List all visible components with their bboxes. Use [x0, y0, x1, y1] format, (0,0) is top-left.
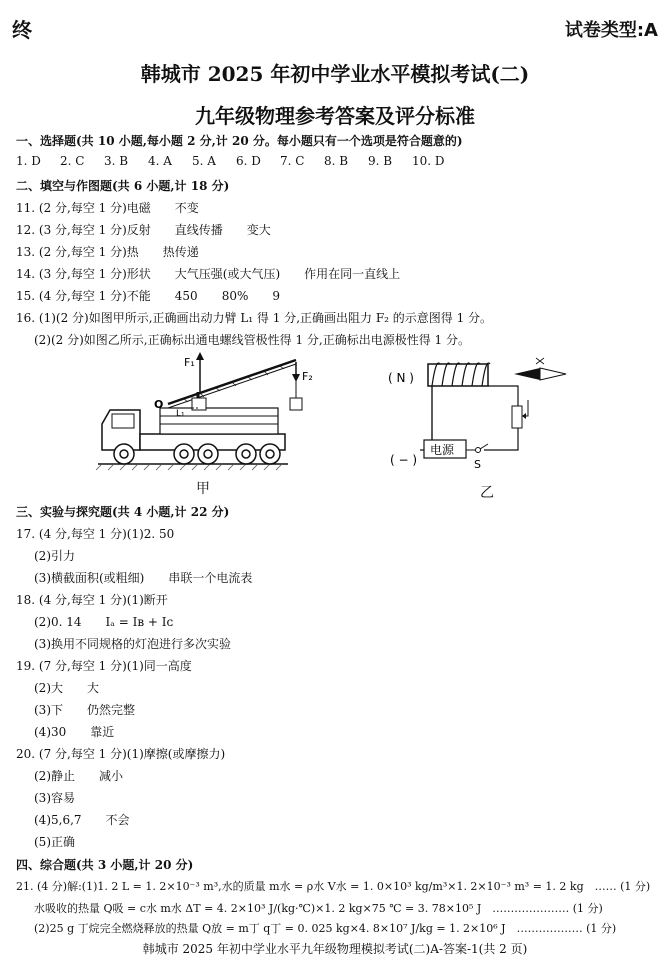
- mcq-answer: 4. A: [148, 154, 172, 168]
- figure-jia-caption: 甲: [196, 481, 210, 497]
- paper-type-label: 试卷类型:A: [564, 20, 658, 41]
- page-subtitle: 九年级物理参考答案及评分标准: [195, 104, 475, 128]
- corner-mark: 终: [12, 18, 32, 42]
- answer-line: (2)(2 分)如图乙所示,正确标出通电螺线管极性得 1 分,正确标出电源极性得 1 分。: [34, 333, 470, 347]
- answer-line: 17. (4 分,每空 1 分)(1)2. 50: [16, 527, 175, 541]
- page-title: 韩城市 2025 年初中学业水平模拟考试(二): [140, 62, 530, 86]
- mcq-answer: 2. C: [60, 154, 85, 168]
- answer-line: (3)换用不同规格的灯泡进行多次实验: [34, 637, 231, 651]
- negative-pole-label: ( − ): [390, 453, 418, 467]
- answer-line: 13. (2 分,每空 1 分)热 热传递: [16, 245, 199, 259]
- page-footer: 韩城市 2025 年初中学业水平九年级物理模拟考试(二)A-答案-1(共 2 页): [142, 942, 528, 956]
- answer-line: (3)下 仍然完整: [34, 703, 135, 717]
- mcq-answer: 8. B: [324, 154, 349, 168]
- answer-line: (2)25 g 丁烷完全燃烧释放的热量 Q放 = m丁 q丁 = 0. 025 kg×4. 8×10⁷ J/kg = 1. 2×10⁶ J ……………… (1 分): [34, 922, 617, 935]
- answer-line: 12. (3 分,每空 1 分)反射 直线传播 变大: [16, 223, 271, 237]
- answer-line: 18. (4 分,每空 1 分)(1)断开: [16, 593, 168, 607]
- mcq-answer: 3. B: [104, 154, 129, 168]
- mcq-answer: 7. C: [280, 154, 305, 168]
- f1-label: F₁: [184, 356, 195, 369]
- mcq-answer: 5. A: [192, 154, 216, 168]
- answer-line: 水吸收的热量 Q吸 = c水 m水 ΔT = 4. 2×10³ J/(kg·℃)×1. 2 kg×75 ℃ = 3. 78×10⁵ J ………………… (1 分): [34, 902, 603, 915]
- answer-line: (4)5,6,7 不会: [34, 813, 130, 827]
- north-pole-label: ( N ): [388, 371, 414, 385]
- section-2-heading: 二、填空与作图题(共 6 小题,计 18 分): [16, 179, 230, 193]
- mcq-answer: 9. B: [368, 154, 393, 168]
- switch-s-label: S: [474, 458, 481, 471]
- answer-line: 19. (7 分,每空 1 分)(1)同一高度: [16, 659, 192, 673]
- figure-yi-caption: 乙: [480, 485, 494, 501]
- answer-line: (2)静止 减小: [34, 769, 123, 783]
- pivot-o-label: O: [154, 398, 164, 411]
- answer-line: 21. (4 分)解:(1)1. 2 L = 1. 2×10⁻³ m³,水的质量 m水 = ρ水 V水 = 1. 0×10³ kg/m³×1. 2×10⁻³ m³ = 1. 2 kg …… (1 分): [16, 880, 651, 893]
- f2-label: F₂: [302, 370, 313, 383]
- answer-line: 20. (7 分,每空 1 分)(1)摩擦(或摩擦力): [16, 747, 226, 761]
- power-source-label: 电源: [430, 443, 455, 457]
- answer-line: (3)容易: [34, 791, 75, 805]
- mcq-answers: [16, 154, 456, 168]
- l1-label: L₁: [176, 409, 185, 419]
- section-1-heading: 一、选择题(共 10 小题,每小题 2 分,计 20 分。每小题只有一个选项是符合题意的): [16, 134, 463, 148]
- answer-line: (3)横截面积(或粗细) 串联一个电流表: [34, 571, 253, 585]
- mcq-answer: 10. D: [412, 154, 445, 168]
- mcq-answer: 6. D: [236, 154, 261, 168]
- answer-line: 16. (1)(2 分)如图甲所示,正确画出动力臂 L₁ 得 1 分,正确画出阻力 F₂ 的示意图得 1 分。: [16, 311, 493, 325]
- answer-line: (5)正确: [34, 835, 75, 849]
- answer-line: (4)30 靠近: [34, 725, 115, 739]
- figure-crane-truck: [88, 346, 368, 476]
- answer-line: 14. (3 分,每空 1 分)形状 大气压强(或大气压) 作用在同一直线上: [16, 267, 401, 281]
- answer-line: 15. (4 分,每空 1 分)不能 450 80% 9: [16, 289, 281, 303]
- answer-line: (2)大 大: [34, 681, 99, 695]
- figure-solenoid-circuit: [388, 356, 588, 476]
- answer-line: (2)0. 14 Iₐ = Iʙ + Iᴄ: [34, 615, 174, 629]
- section-3-heading: 三、实验与探究题(共 4 小题,计 22 分): [16, 505, 230, 519]
- answer-line: 11. (2 分,每空 1 分)电磁 不变: [16, 201, 199, 215]
- answer-line: (2)引力: [34, 549, 75, 563]
- mcq-answer: 1. D: [16, 154, 41, 168]
- section-4-heading: 四、综合题(共 3 小题,计 20 分): [16, 858, 194, 872]
